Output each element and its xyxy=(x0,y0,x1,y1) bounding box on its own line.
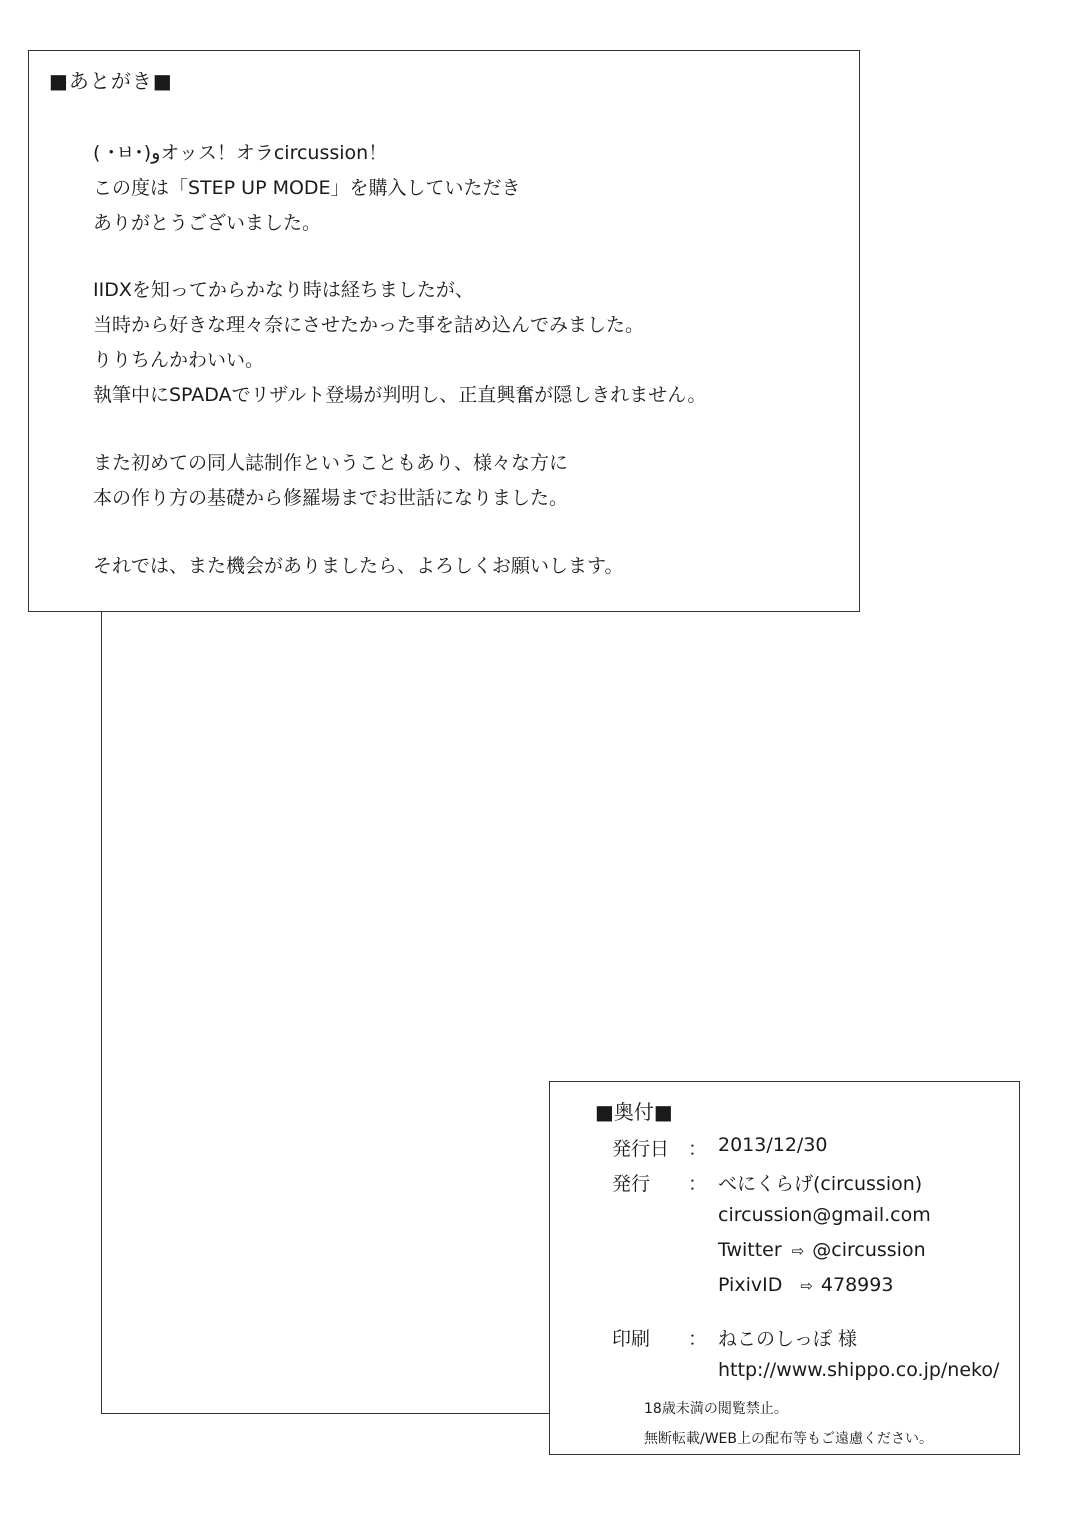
frame-line xyxy=(101,600,552,1414)
colophon-title: ■奥付■ xyxy=(595,1100,673,1124)
pixiv-row xyxy=(718,1274,893,1296)
right-arrow-icon: ⇨ xyxy=(791,1242,805,1260)
separator: ： xyxy=(688,1173,708,1195)
printer-label: 印刷 xyxy=(612,1328,651,1350)
printer-url-row xyxy=(718,1359,999,1381)
printer-url: http://www.shippo.co.jp/neko/ xyxy=(718,1359,1000,1381)
publisher-label: 発行 xyxy=(612,1173,651,1195)
twitter-label: Twitter xyxy=(718,1239,782,1261)
afterword-paragraph xyxy=(49,446,859,516)
afterword-line: この度は「STEP UP MODE」を購入していただき xyxy=(93,177,521,199)
afterword-line: IIDXを知ってからかなり時は経ちましたが、 xyxy=(93,279,474,301)
printer-value: ねこのしっぽ 様 xyxy=(718,1328,858,1350)
colophon-box xyxy=(549,1081,1020,1455)
afterword-line: また初めての同人誌制作ということもあり、様々な方に xyxy=(93,452,569,474)
right-arrow-icon: ⇨ xyxy=(800,1277,813,1295)
separator: ： xyxy=(688,1138,708,1160)
date-value: 2013/12/30 xyxy=(718,1134,828,1156)
afterword-box xyxy=(28,50,860,612)
afterword-line: ありがとうございました。 xyxy=(93,212,322,234)
afterword-line: ( ･ㅂ･)وオッス！オラcircussion！ xyxy=(93,142,388,164)
copyright-note: 無断転載/WEB上の配布等もご遠慮ください。 xyxy=(644,1431,934,1447)
twitter-value: @circussion xyxy=(812,1239,926,1261)
afterword-paragraph xyxy=(49,273,859,413)
age-restriction-note: 18歳未満の閲覧禁止。 xyxy=(644,1401,788,1417)
email-value: circussion@gmail.com xyxy=(718,1204,931,1226)
email-row xyxy=(718,1204,931,1226)
date-label: 発行日 xyxy=(612,1138,670,1160)
afterword-line: 執筆中にSPADAでリザルト登場が判明し、正直興奮が隠しきれません。 xyxy=(93,384,707,406)
pixiv-label: PixivID xyxy=(718,1274,783,1296)
afterword-line: それでは、また機会がありましたら、よろしくお願いします。 xyxy=(93,555,624,577)
afterword-paragraph xyxy=(49,549,859,584)
separator: ： xyxy=(688,1328,708,1350)
twitter-row xyxy=(718,1239,926,1261)
afterword-body xyxy=(49,136,859,584)
afterword-line: 当時から好きな理々奈にさせたかった事を詰め込んでみました。 xyxy=(93,314,645,336)
pixiv-value: 478993 xyxy=(820,1274,894,1296)
afterword-title: ■あとがき■ xyxy=(49,69,173,93)
afterword-line: 本の作り方の基礎から修羅場までお世話になりました。 xyxy=(93,487,569,509)
publisher-value: べにくらげ(circussion) xyxy=(718,1173,923,1195)
afterword-line: りりちんかわいい。 xyxy=(93,349,265,371)
afterword-paragraph xyxy=(49,136,859,241)
